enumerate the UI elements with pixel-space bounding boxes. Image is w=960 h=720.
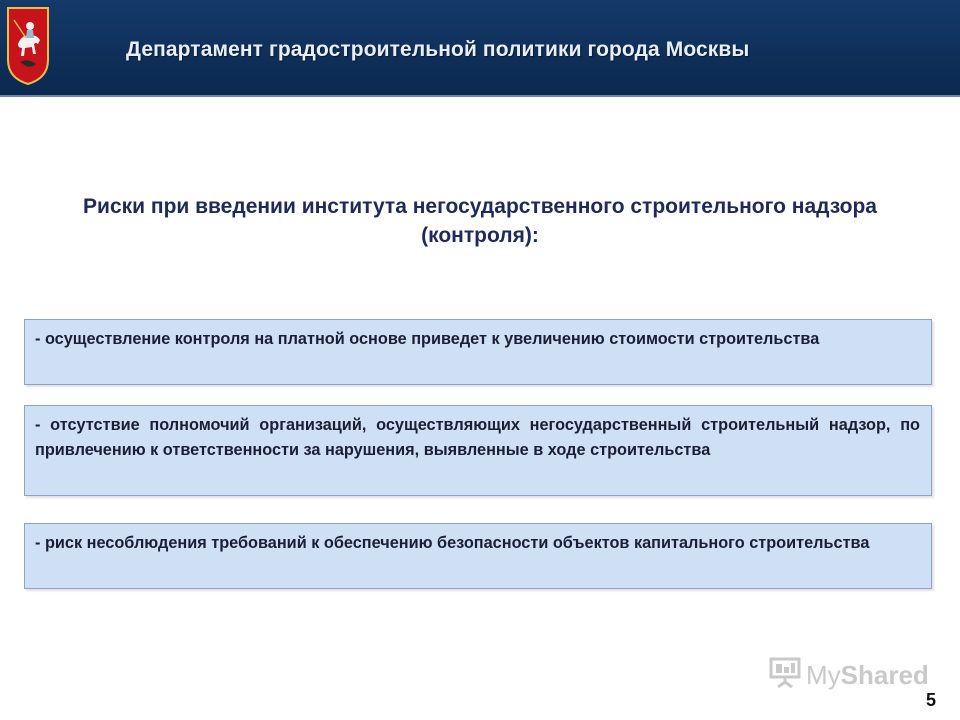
watermark-text: MyShared — [806, 659, 929, 690]
header-bar — [0, 0, 960, 95]
presentation-board-icon — [768, 655, 802, 696]
moscow-coat-of-arms-icon — [6, 4, 50, 86]
header-divider — [0, 95, 960, 97]
risk-item: - отсутствие полномочий организаций, осуществляющих негосударственный строительный надзор, по привлечению к ответственности за нарушения, выявленные в ходе строительства — [24, 405, 932, 496]
page-number: 5 — [926, 690, 937, 710]
department-title: Департамент градостроительной политики города Москвы — [126, 38, 750, 61]
slide-title: Риски при введении института негосударственного строительного надзора (контроля): — [83, 195, 877, 247]
risk-item: - осуществление контроля на платной основе приведет к увеличению стоимости строительства — [24, 319, 932, 385]
myshared-watermark — [768, 655, 929, 695]
risk-item: - риск несоблюдения требований к обеспечению безопасности объектов капитального строительства — [24, 523, 932, 589]
